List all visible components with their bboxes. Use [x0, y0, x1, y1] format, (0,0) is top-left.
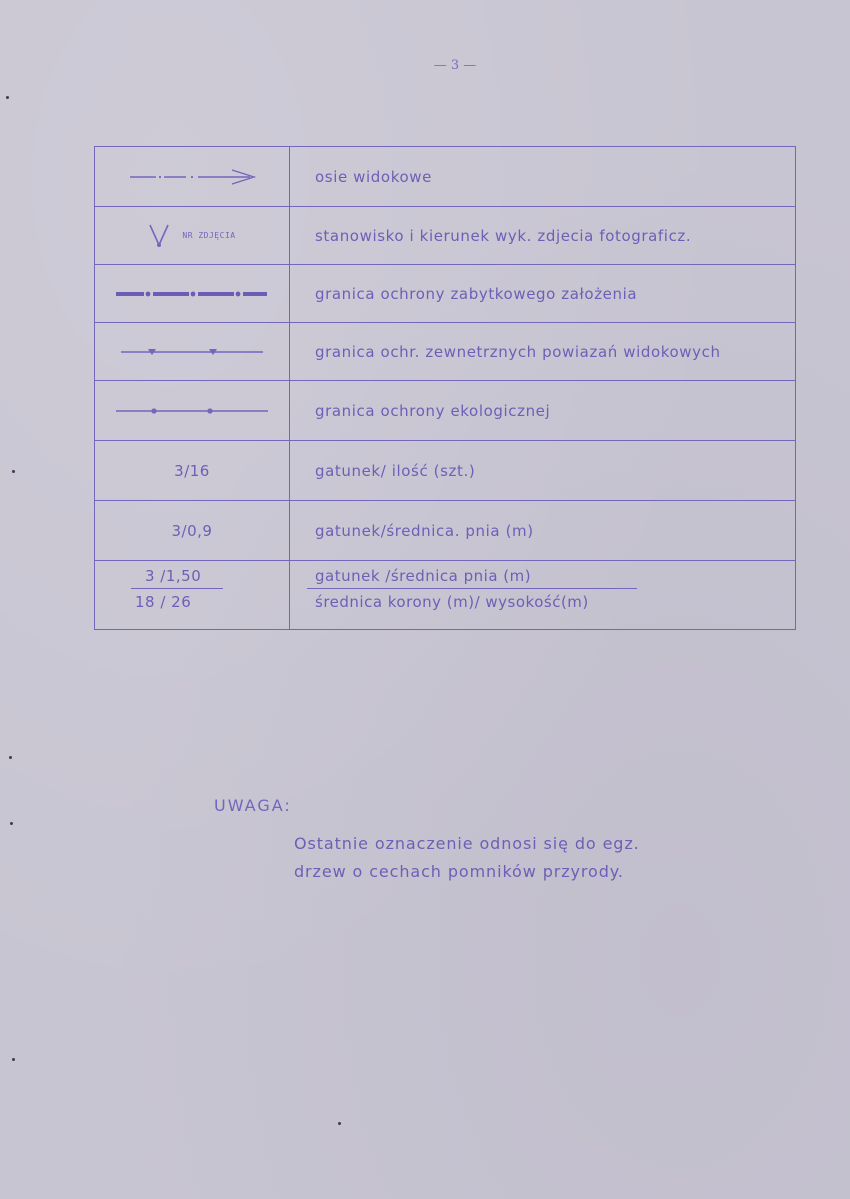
- legend-table: [94, 146, 796, 630]
- note-label: UWAGA:: [214, 796, 292, 815]
- photo-number-label: NR ZDJĘCIA: [182, 231, 236, 240]
- note-text-line: drzew o cechach pomników przyrody.: [294, 862, 624, 881]
- legend-description-bottom: średnica korony (m)/ wysokość(m): [315, 593, 589, 611]
- legend-code-top: 3 /1,50: [145, 567, 202, 585]
- paper-speck: [12, 1058, 15, 1061]
- legend-code: 3/0,9: [171, 521, 213, 540]
- legend-description: gatunek/średnica. pnia (m): [315, 521, 534, 540]
- paper-speck: [9, 756, 12, 759]
- line-with-dots-icon: [95, 381, 289, 440]
- legend-description: granica ochrony ekologicznej: [315, 401, 551, 420]
- legend-row: [95, 207, 795, 265]
- legend-description: stanowisko i kierunek wyk. zdjecia fotograficz.: [315, 226, 692, 245]
- legend-row: [95, 441, 795, 501]
- fraction-line: [307, 588, 637, 589]
- paper-speck: [12, 470, 15, 473]
- paper-speck: [6, 96, 9, 99]
- photo-viewpoint-icon: [148, 223, 170, 249]
- thick-dash-dot-line-icon: [95, 265, 289, 322]
- paper-speck: [338, 1122, 341, 1125]
- legend-description: gatunek/ ilość (szt.): [315, 461, 476, 480]
- legend-row: [95, 381, 795, 441]
- legend-row: [95, 323, 795, 381]
- legend-row: [95, 501, 795, 561]
- legend-description-top: gatunek /średnica pnia (m): [315, 567, 532, 585]
- fraction-line: [131, 588, 223, 589]
- legend-description: osie widokowe: [315, 167, 432, 186]
- legend-code: 3/16: [174, 461, 210, 480]
- legend-row: [95, 147, 795, 207]
- legend-row: [95, 561, 795, 629]
- dash-dot-arrow-icon: [95, 147, 289, 206]
- note-text-line: Ostatnie oznaczenie odnosi się do egz.: [294, 834, 640, 853]
- legend-row: [95, 265, 795, 323]
- page-number: — 3 —: [433, 58, 477, 73]
- legend-description: granica ochrony zabytkowego założenia: [315, 284, 638, 303]
- line-with-triangles-icon: [95, 323, 289, 380]
- paper-speck: [10, 822, 13, 825]
- legend-code-bottom: 18 / 26: [135, 593, 192, 611]
- legend-description: granica ochr. zewnetrznych powiazań widokowych: [315, 342, 721, 361]
